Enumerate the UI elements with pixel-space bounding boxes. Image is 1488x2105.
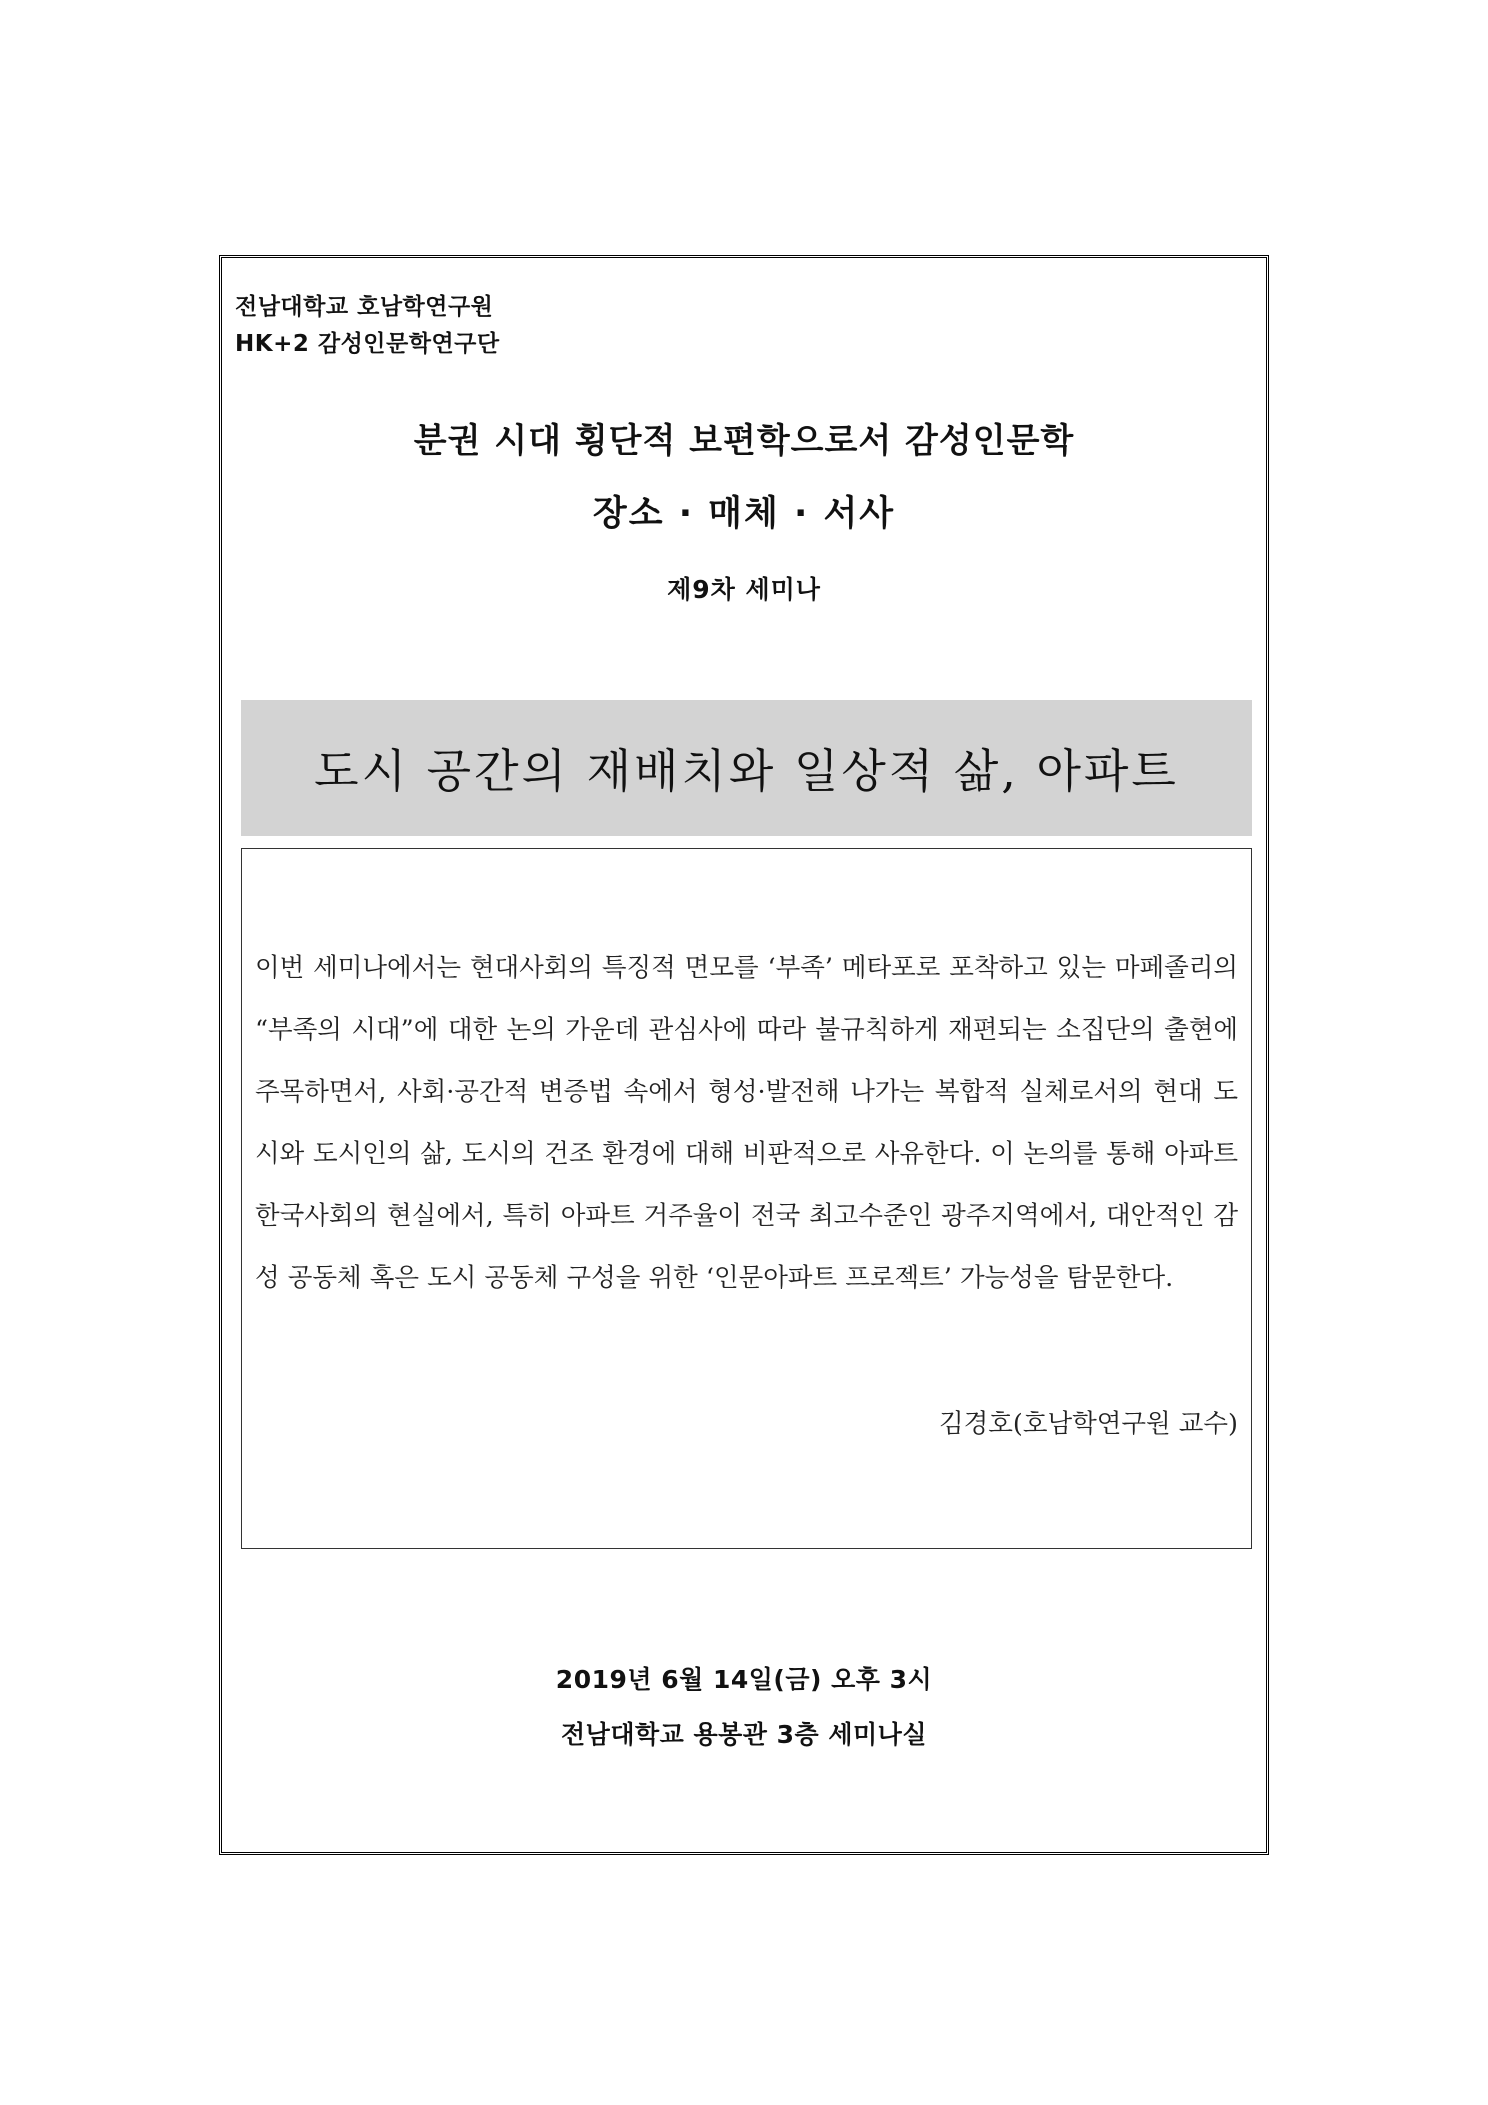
abstract-author: 김경호(호남학연구원 교수)	[939, 1409, 1238, 1439]
event-datetime: 2019년 6월 14일(금) 오후 3시	[555, 1665, 933, 1694]
sub-title: 장소 · 매체 · 서사	[592, 494, 896, 534]
organization-name: 전남대학교 호남학연구원	[235, 294, 494, 320]
research-team-name: HK+2 감성인문학연구단	[235, 331, 500, 357]
event-venue: 전남대학교 용봉관 3층 세미나실	[561, 1720, 927, 1749]
seminar-label: 제9차 세미나	[667, 575, 821, 604]
topic-banner	[241, 700, 1252, 836]
abstract-body: 이번 세미나에서는 현대사회의 특징적 면모를 ‘부족’ 메타포로 포착하고 있는 마페졸리의 “부족의 시대”에 대한 논의 가운데 관심사에 따라 불규칙하게 재편되는 소집단의 출현에 주목하면서, 사회·공간적 변증법 속에서 형성·발전해 나가는 복합적 실체로서의 현대 도시와 도시인의 삶, 도시의 건조 환경에 대해 비판적으로 사유한다. 이 논의를 통해 아파트 한국사회의 현실에서, 특히 아파트 거주율이 전국 최고수준인 광주지역에서, 대안적인 감성 공동체 혹은 도시 공동체 구성을 위한 ‘인문아파트 프로젝트’ 가능성을 탐문한다.	[255, 953, 1238, 1293]
topic-title: 도시 공간의 재배치와 일상적 삶, 아파트	[314, 744, 1179, 798]
main-title: 분권 시대 횡단적 보편학으로서 감성인문학	[413, 421, 1075, 461]
